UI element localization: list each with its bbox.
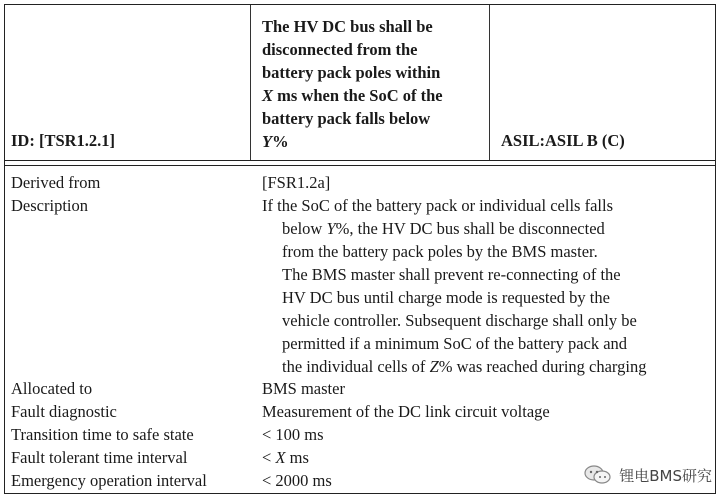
label-emergency-interval: Emergency operation interval	[11, 471, 207, 490]
value-derived-from: [FSR1.2a]	[262, 173, 331, 192]
requirement-title-line: battery pack poles within	[262, 63, 441, 82]
header-bottom-border	[5, 160, 715, 161]
table-row-divider	[5, 165, 715, 166]
watermark-text: 锂电BMS研究	[619, 466, 712, 485]
label-transition-time: Transition time to safe state	[11, 425, 194, 444]
description-line: HV DC bus until charge mode is requested by the	[282, 288, 610, 307]
value-emergency-interval: < 2000 ms	[262, 471, 332, 490]
label-fault-diagnostic: Fault diagnostic	[11, 402, 117, 421]
requirement-title-line: disconnected from the	[262, 40, 418, 59]
column-divider-2	[489, 5, 490, 160]
requirement-title-line: battery pack falls below	[262, 109, 431, 128]
column-divider-1	[250, 5, 251, 160]
label-description: Description	[11, 196, 88, 215]
description-line: If the SoC of the battery pack or individual cells falls	[262, 196, 613, 215]
requirement-table	[4, 4, 716, 494]
description-line: from the battery pack poles by the BMS master.	[282, 242, 598, 261]
description-line: vehicle controller. Subsequent discharge shall only be	[282, 311, 637, 330]
requirement-id: ID: [TSR1.2.1]	[11, 131, 116, 150]
requirement-title-line: Y%	[262, 132, 289, 151]
requirement-title-line: X ms when the SoC of the	[262, 86, 443, 105]
asil-rating: ASIL:ASIL B (C)	[501, 131, 625, 150]
value-transition-time: < 100 ms	[262, 425, 324, 444]
description-line: permitted if a minimum SoC of the battery pack and	[282, 334, 628, 353]
description-line: below Y%, the HV DC bus shall be disconnected	[282, 219, 605, 238]
requirement-title-line: The HV DC bus shall be	[262, 17, 433, 36]
value-fault-diagnostic: Measurement of the DC link circuit voltage	[262, 402, 550, 421]
wechat-icon	[583, 464, 613, 486]
description-line: the individual cells of Z% was reached during charging	[282, 357, 647, 376]
label-allocated-to: Allocated to	[11, 379, 93, 398]
label-derived-from: Derived from	[11, 173, 101, 192]
description-line: The BMS master shall prevent re-connecting of the	[282, 265, 621, 284]
label-fault-tolerant-time: Fault tolerant time interval	[11, 448, 188, 467]
value-allocated-to: BMS master	[262, 379, 345, 398]
value-fault-tolerant-time: < X ms	[262, 448, 309, 467]
watermark	[583, 464, 712, 486]
